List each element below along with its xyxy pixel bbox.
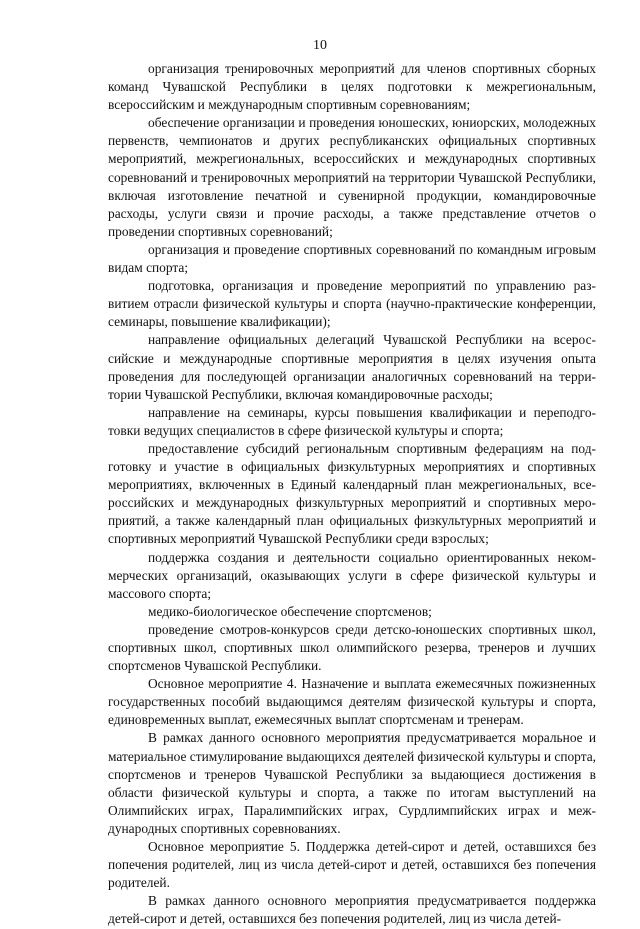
paragraph: направление на семинары, курсы повышения квалификации и переподготовки ведущих специалистов в сфере физической культуры и спорта; <box>108 404 596 438</box>
paragraph: медико-биологическое обеспечение спортсменов; <box>148 603 432 619</box>
paragraph: Основное мероприятие 5. Поддержка детей-сирот и детей, оставшихся без попечения родителей, лиц из числа детей-сирот и детей, оставшихся без попечения родителей. <box>108 839 596 891</box>
document-body <box>108 60 596 929</box>
paragraph: В рамках данного основного мероприятия предусматривается поддержка детей-сирот и детей, оставшихся без попечения родителей, лиц из числа детей- <box>108 893 596 927</box>
paragraph: проведение смотров-конкурсов среди детско-юношеских спортивных школ, спортивных школ, спортивных школ олимпийского резерва, тренеров и лучших спортсменов Чувашской Республики. <box>108 621 596 674</box>
paragraph: направление официальных делегаций Чувашской Республики на всероссийские и международные спортивные мероприятия в целях изучения опыта проведения для последующей организации аналогичных соревнований на территории Чувашской Республики, включая командировочные расходы; <box>108 332 596 402</box>
paragraph: поддержка создания и деятельности социально ориентированных некоммерческих организаций, оказывающих услуги в сфере физической культуры и массового спорта; <box>108 549 596 601</box>
paragraph: организация и проведение спортивных соревнований по командным игровым видам спорта; <box>108 241 596 276</box>
paragraph: предоставление субсидий региональным спортивным федерациям на подготовку и участие в официальных физкультурных мероприятиях и спортивных мероприятиях, включенных в Единый календарный план межрегиональных, всероссийских и международных физкультурных мероприятий и спортивных мероприятий, а также календарный план официальных физкультурных мероприятий и спортивных мероприятий Чувашской Республики среди взрослых; <box>108 440 596 547</box>
paragraph: обеспечение организации и проведения юношеских, юниорских, молодежных первенств, чемпионатов и других республиканских официальных спортивных мероприятий, межрегиональных, всероссийских и международных спортивных соревнований и тренировочных мероприятий на территории Чувашской Республики, включая изготовление печатной и сувенирной продукции, командировочные расходы, услуги связи и прочие расходы, а также представление отчетов о проведении спортивных соревнований; <box>108 115 596 239</box>
paragraph: организация тренировочных мероприятий для членов спортивных сборных команд Чувашской Республики в целях подготовки к межрегиональным, всероссийским и международным спортивным соревнованиям; <box>108 61 596 113</box>
paragraph: подготовка, организация и проведение мероприятий по управлению развитием отрасли физической культуры и спорта (научно-практические конференции, семинары, повышение квалификации); <box>108 278 596 330</box>
paragraph: В рамках данного основного мероприятия предусматривается моральное и материальное стимулирование выдающихся деятелей физической культуры и спорта, спортсменов и тренеров Чувашской Республики за выдающиеся достижения в области физической культуры и спорта, а также по итогам выступлений на Олимпийских играх, Паралимпийских играх, Сурдлимпийских играх и международных спортивных соревнованиях. <box>108 730 597 836</box>
page-number: 10 <box>313 38 327 53</box>
paragraph: Основное мероприятие 4. Назначение и выплата ежемесячных пожизненных государственных пособий выдающимся деятелям физической культуры и спорта, единовременных выплат, ежемесячных выплат спортсменам и тренерам. <box>108 676 596 728</box>
